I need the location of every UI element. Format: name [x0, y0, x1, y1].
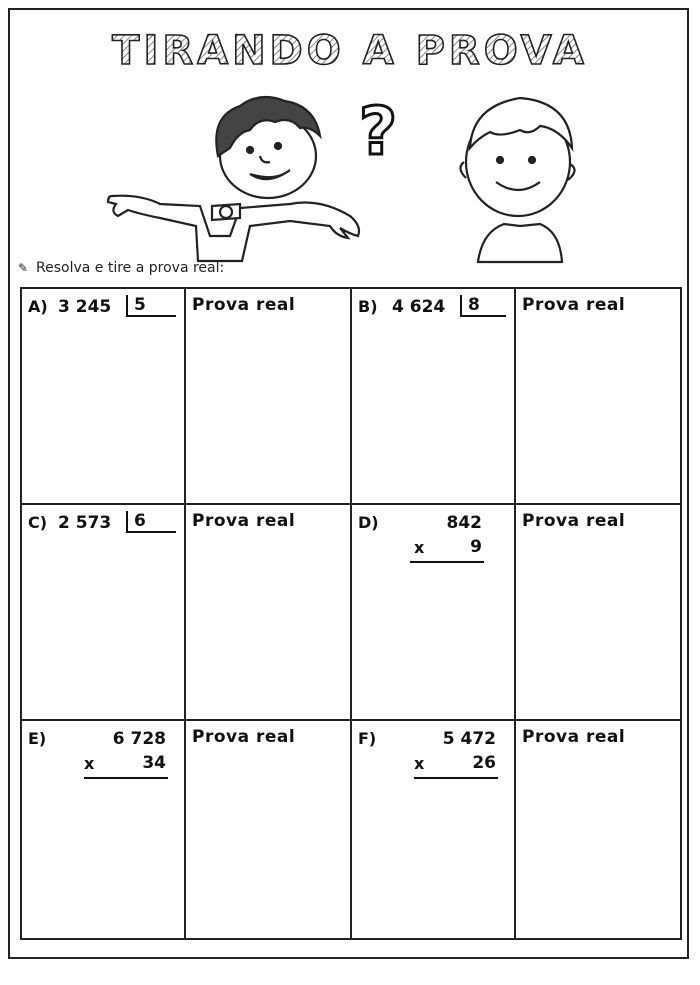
multiplicand: 6 728 — [112, 729, 166, 749]
exercise-grid — [20, 287, 682, 940]
prova-real-c[interactable] — [186, 505, 352, 721]
divisor: 8 — [460, 295, 506, 317]
title-art — [100, 24, 600, 74]
times-icon: x — [414, 754, 425, 773]
exercise-a[interactable] — [22, 289, 186, 505]
dividend: 3 245 — [58, 297, 112, 317]
exercise-label: F) — [358, 729, 377, 748]
prova-real-label: Prova real — [192, 727, 296, 747]
dividend: 4 624 — [392, 297, 446, 317]
dividend: 2 573 — [58, 513, 112, 533]
prova-real-f[interactable] — [516, 721, 680, 938]
pencil-icon: ✎ — [18, 261, 29, 275]
multiplier: 9 — [470, 537, 482, 557]
prova-real-label: Prova real — [522, 295, 626, 315]
prova-real-d[interactable] — [516, 505, 680, 721]
prova-real-a[interactable] — [186, 289, 352, 505]
sum-line — [410, 561, 484, 563]
girl-character — [108, 97, 359, 261]
divisor: 6 — [126, 511, 176, 533]
exercise-label: C) — [28, 513, 48, 532]
multiplicand: 5 472 — [442, 729, 496, 749]
instruction — [18, 260, 224, 276]
sum-line — [84, 777, 168, 779]
exercise-d[interactable] — [352, 505, 516, 721]
page-title — [100, 24, 600, 74]
prova-real-label: Prova real — [522, 727, 626, 747]
divisor: 5 — [126, 295, 176, 317]
prova-real-label: Prova real — [192, 295, 296, 315]
instruction-text: Resolva e tire a prova real: — [36, 260, 225, 276]
exercise-label: B) — [358, 297, 378, 316]
prova-real-label: Prova real — [192, 511, 296, 531]
sum-line — [414, 777, 498, 779]
multiplicand: 842 — [446, 513, 482, 533]
times-icon: x — [84, 754, 95, 773]
boy-character — [460, 98, 574, 262]
exercise-label: D) — [358, 513, 379, 532]
prova-real-b[interactable] — [516, 289, 680, 505]
exercise-c[interactable] — [22, 505, 186, 721]
multiplier: 26 — [472, 753, 496, 773]
multiplier: 34 — [142, 753, 166, 773]
illustration — [100, 86, 600, 266]
title-text: TIRANDO A PROVA — [112, 28, 588, 74]
prova-real-label: Prova real — [522, 511, 626, 531]
exercise-b[interactable] — [352, 289, 516, 505]
exercise-label: E) — [28, 729, 47, 748]
exercise-label: A) — [28, 297, 48, 316]
exercise-f[interactable] — [352, 721, 516, 938]
times-icon: x — [414, 538, 425, 557]
question-mark-icon: ? — [358, 93, 398, 170]
prova-real-e[interactable] — [186, 721, 352, 938]
exercise-e[interactable] — [22, 721, 186, 938]
